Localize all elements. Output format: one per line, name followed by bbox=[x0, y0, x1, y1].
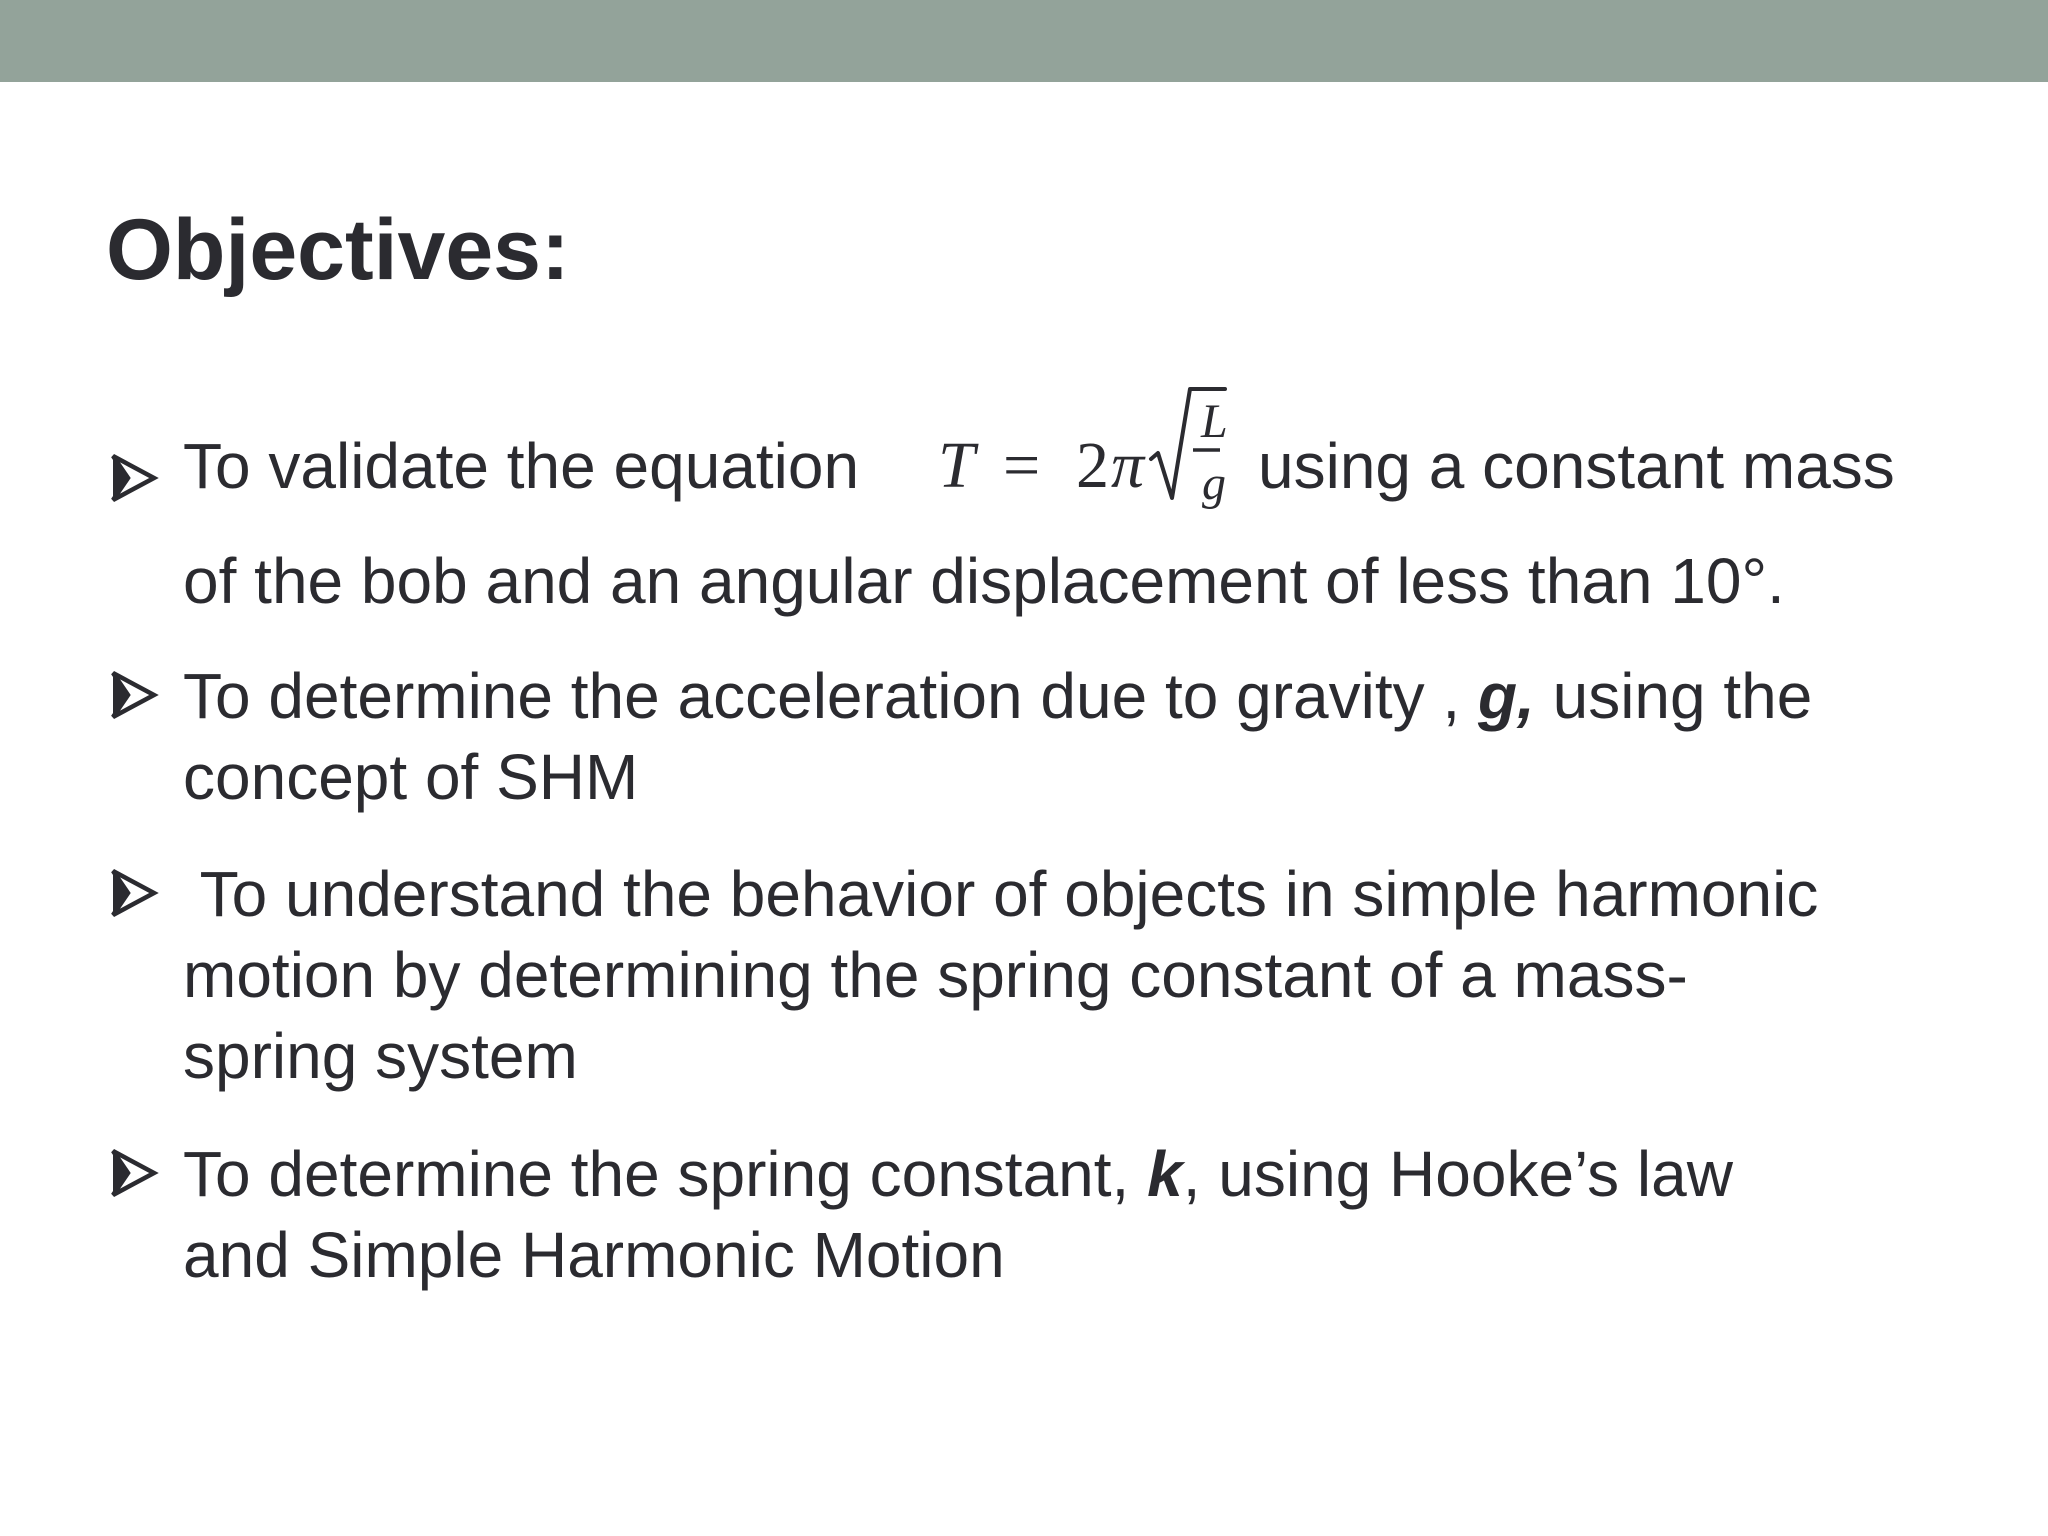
objective-tail-text: , using Hooke’s law bbox=[1182, 1138, 1733, 1210]
objective-lead-text: To determine the spring constant, bbox=[183, 1138, 1130, 1210]
arrowhead-bullet-icon bbox=[110, 670, 160, 720]
objective-line bbox=[183, 1134, 1733, 1214]
objective-tail-text: using a constant mass bbox=[1258, 430, 1895, 502]
objective-line bbox=[183, 656, 1812, 736]
objective-tail-text: using the bbox=[1552, 660, 1813, 732]
slide-title: Objectives: bbox=[106, 202, 570, 298]
objective-lead-text: To validate the equation bbox=[183, 430, 860, 502]
objective-line: To understand the behavior of objects in simple harmonic bbox=[183, 858, 1819, 930]
objective-continuation-text: motion by determining the spring constant of a mass- bbox=[183, 939, 1688, 1011]
equation-equals-sign: = bbox=[1003, 429, 1041, 502]
equation-denominator-gravity: g bbox=[1202, 457, 1226, 510]
gravity-variable: g, bbox=[1477, 660, 1535, 732]
spring-constant-variable: k bbox=[1147, 1138, 1183, 1210]
equation-pi-symbol: π bbox=[1111, 429, 1145, 502]
objective-continuation-text: and Simple Harmonic Motion bbox=[183, 1219, 1005, 1291]
objective-continuation-text: spring system bbox=[183, 1020, 578, 1092]
objective-lead-text: To determine the acceleration due to gravity , bbox=[183, 660, 1461, 732]
objective-continuation-text: concept of SHM bbox=[183, 741, 639, 813]
arrowhead-bullet-icon bbox=[110, 453, 160, 503]
equation-numerator-length: L bbox=[1201, 395, 1228, 448]
equation-period-symbol: T bbox=[938, 429, 975, 502]
objective-continuation-text: of the bob and an angular displacement of less than 10°. bbox=[183, 545, 1785, 617]
arrowhead-bullet-icon bbox=[110, 1148, 160, 1198]
equation-coefficient-number: 2 bbox=[1076, 429, 1109, 502]
arrowhead-bullet-icon bbox=[110, 868, 160, 918]
